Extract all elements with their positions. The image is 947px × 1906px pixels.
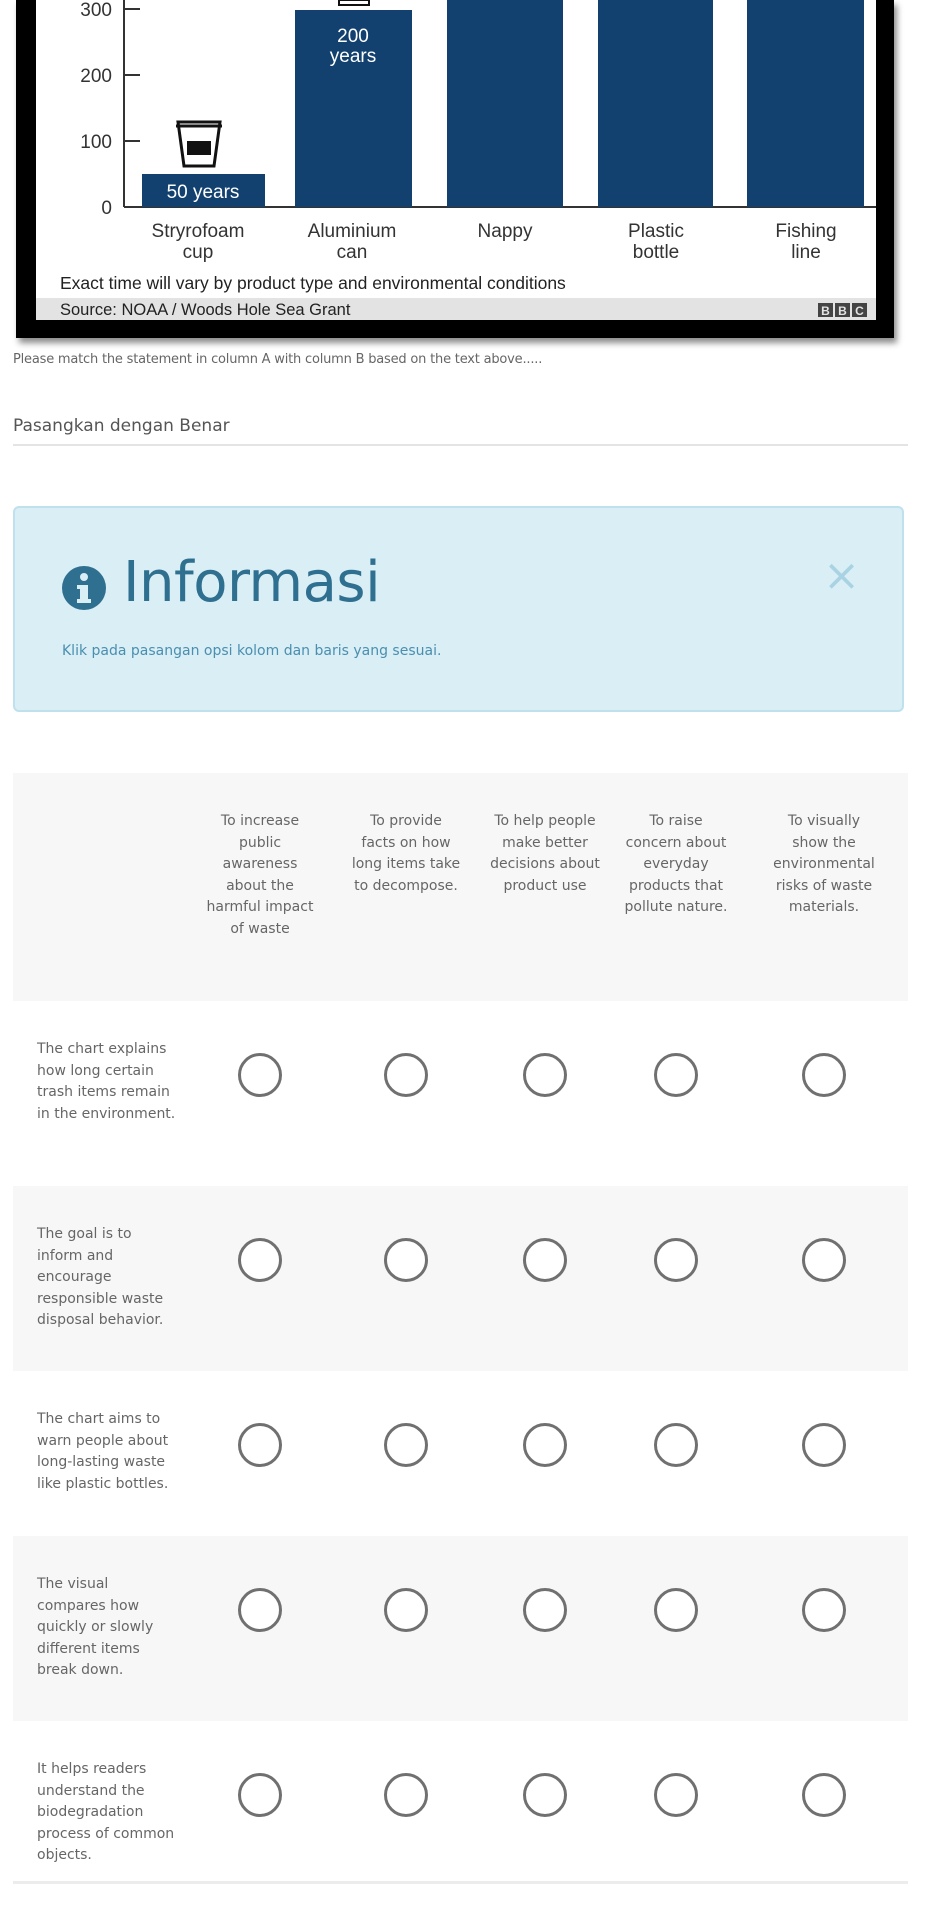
column-header: To raise concern about everyday products that pollute nature. <box>624 813 728 915</box>
match-radio[interactable] <box>384 1053 428 1097</box>
match-radio[interactable] <box>802 1238 846 1282</box>
match-radio[interactable] <box>523 1588 567 1632</box>
category-label: can <box>336 242 368 263</box>
section-title: Pasangkan dengan Benar <box>13 416 230 436</box>
grid-row <box>13 1536 908 1721</box>
match-radio[interactable] <box>802 1773 846 1817</box>
matching-grid <box>13 773 908 1906</box>
column-header: To visually show the environmental risks of waste materials. <box>773 813 875 915</box>
section-divider <box>13 444 908 446</box>
y-tick-label: 200 <box>80 66 112 87</box>
match-radio[interactable] <box>523 1773 567 1817</box>
grid-header <box>13 773 908 1001</box>
chart-source: Source: NOAA / Woods Hole Sea Grant <box>60 301 351 319</box>
match-radio[interactable] <box>238 1423 282 1467</box>
y-tick-label: 300 <box>80 0 112 21</box>
match-radio[interactable] <box>523 1423 567 1467</box>
bar-value-label-line2: years <box>329 46 377 67</box>
question-instruction: Please match the statement in column A with column B based on the text above..... <box>13 352 543 367</box>
category-label: Aluminium <box>307 221 397 242</box>
match-radio[interactable] <box>802 1053 846 1097</box>
grid-row <box>13 1001 908 1186</box>
svg-text:B: B <box>838 304 847 318</box>
bar-nappy <box>447 0 563 207</box>
match-radio[interactable] <box>384 1588 428 1632</box>
category-label: cup <box>182 242 214 263</box>
info-circle-icon <box>60 564 108 612</box>
chart-note: Exact time will vary by product type and environmental conditions <box>60 273 566 293</box>
match-radio[interactable] <box>384 1238 428 1282</box>
category-label: Stryrofoam <box>151 221 245 242</box>
row-statement: The chart explains how long certain trash items remain in the environment. <box>37 1041 176 1122</box>
y-tick-label: 100 <box>80 132 112 153</box>
bbc-logo <box>818 303 867 318</box>
grid-row <box>13 1721 908 1906</box>
category-label: Nappy <box>477 221 533 242</box>
bar-fishing-line <box>747 0 864 207</box>
match-radio[interactable] <box>238 1053 282 1097</box>
decomposition-chart-svg <box>36 0 876 320</box>
svg-text:B: B <box>821 304 830 318</box>
alert-title: Informasi <box>123 550 381 615</box>
y-tick-label: 0 <box>101 198 112 219</box>
match-radio[interactable] <box>384 1423 428 1467</box>
match-radio[interactable] <box>654 1773 698 1817</box>
alert-text: Klik pada pasangan opsi kolom dan baris yang sesuai. <box>62 643 442 659</box>
match-radio[interactable] <box>238 1773 282 1817</box>
column-header: To provide facts on how long items take to decompose. <box>351 813 461 894</box>
bar-plastic-bottle <box>598 0 713 207</box>
match-radio[interactable] <box>654 1588 698 1632</box>
match-radio[interactable] <box>654 1423 698 1467</box>
decomposition-chart <box>36 0 876 320</box>
match-radio[interactable] <box>523 1053 567 1097</box>
close-icon[interactable]: × <box>823 550 860 601</box>
match-radio[interactable] <box>523 1238 567 1282</box>
match-radio[interactable] <box>238 1238 282 1282</box>
category-label: Fishing <box>775 221 837 242</box>
row-statement: It helps readers understand the biodegradation process of common objects. <box>37 1761 175 1863</box>
match-radio[interactable] <box>802 1423 846 1467</box>
info-alert <box>13 506 904 712</box>
match-radio[interactable] <box>654 1238 698 1282</box>
can-icon <box>339 0 369 5</box>
column-header: To increase public awareness about the harmful impact of waste <box>206 813 314 937</box>
category-label: line <box>791 242 821 263</box>
row-statement: The chart aims to warn people about long-lasting waste like plastic bottles. <box>37 1411 169 1492</box>
svg-text:C: C <box>855 304 864 318</box>
chart-image-frame <box>16 0 894 338</box>
category-label: Plastic <box>628 221 684 242</box>
match-radio[interactable] <box>384 1773 428 1817</box>
grid-row <box>13 1371 908 1536</box>
grid-row <box>13 1186 908 1371</box>
category-label: bottle <box>632 242 680 263</box>
match-radio[interactable] <box>654 1053 698 1097</box>
cup-icon <box>176 122 222 166</box>
bar-value-label: 50 years <box>166 182 240 203</box>
row-statement: The goal is to inform and encourage responsible waste disposal behavior. <box>37 1226 164 1328</box>
column-header: To help people make better decisions about product use <box>490 813 600 894</box>
match-radio[interactable] <box>802 1588 846 1632</box>
bottom-divider <box>13 1881 908 1884</box>
match-radio[interactable] <box>238 1588 282 1632</box>
bar-value-label-line1: 200 <box>337 26 369 47</box>
row-statement: The visual compares how quickly or slowly different items break down. <box>37 1576 154 1678</box>
